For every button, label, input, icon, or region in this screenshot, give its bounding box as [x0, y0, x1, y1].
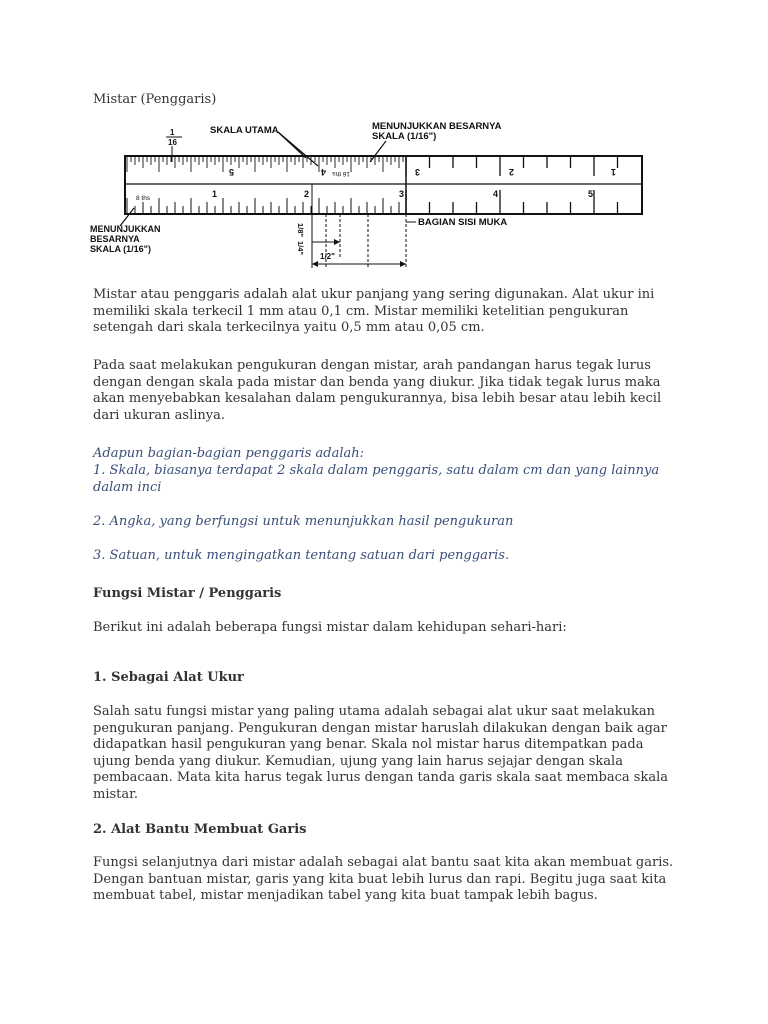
- heading-alat-ukur: 1. Sebagai Alat Ukur: [93, 670, 244, 685]
- inch-number-label: 1: [610, 167, 616, 177]
- label-left-3: SKALA (1/16"): [90, 244, 151, 254]
- dim-1-2: 1/2": [320, 252, 335, 261]
- cm-number-label: 1: [212, 189, 218, 199]
- paragraph-alat-bantu: Fungsi selanjutnya dari mistar adalah sebagai alat bantu saat kita akan membuat garis. Dengan bantuan mistar, garis yang kita buat lebih lurus dan rapi. Begitu juga saat kita membuat tabel, mistar menjadikan tabel yang kita buat tampak lebih bagus.: [93, 855, 674, 903]
- paragraph-intro: Mistar atau penggaris adalah alat ukur panjang yang sering digunakan. Alat ukur ini memiliki skala terkecil 1 mm atau 0,1 cm. Mistar memiliki ketelitian pengukuran setengah dari skala terkecilnya yaitu 0,5 mm atau 0,05 cm.: [93, 287, 655, 335]
- heading-alat-bantu: 2. Alat Bantu Membuat Garis: [93, 822, 307, 837]
- cm-number-label: 2: [304, 189, 310, 199]
- fraction-denominator: 16: [168, 138, 177, 147]
- parts-intro: Adapun bagian-bagian penggaris adalah:: [93, 446, 364, 461]
- small-label-16ths: 16 ths: [332, 170, 350, 177]
- label-left-2: BESARNYA: [90, 234, 140, 244]
- label-menunjukkan-top-2: SKALA (1/16"): [372, 131, 437, 142]
- paragraph-alat-ukur: Salah satu fungsi mistar yang paling utama adalah sebagai alat ukur saat melakukan pengukuran panjang. Pengukuran dengan mistar haruslah dilakukan dengan baik agar didapatkan hasil pengukuran yang benar. Skala nol mistar harus ditempatkan pada ujung benda yang diukur. Kemudian, ujung yang lain harus sejajar dengan skala pembacaan. Mata kita harus tegak lurus dengan tanda garis skala saat membaca skala mistar.: [93, 704, 669, 802]
- label-sisi-muka: BAGIAN SISI MUKA: [418, 217, 508, 228]
- cm-number-label: 4: [493, 189, 499, 199]
- fraction-numerator: 1: [170, 128, 175, 137]
- label-left-1: MENUNJUKKAN: [90, 224, 161, 234]
- inch-number-label: 4: [320, 167, 326, 177]
- label-menunjukkan-top-1: MENUNJUKKAN BESARNYA: [372, 121, 502, 132]
- dim-1-8: 1/8": [296, 223, 305, 237]
- paragraph-pandangan: Pada saat melakukan pengukuran dengan mistar, arah pandangan harus tegak lurus dengan dengan skala pada mistar dan benda yang diukur. Jika tidak tegak lurus maka akan menyebabkan kesalahan dalam pengukurannya, bisa lebih besar atau lebih kecil dari ukuran aslinya.: [93, 358, 662, 423]
- dim-1-4: 1/4": [296, 241, 305, 255]
- parts-item-3: 3. Satuan, untuk mengingatkan tentang satuan dari penggaris.: [93, 548, 510, 563]
- parts-item-1: 1. Skala, biasanya terdapat 2 skala dalam penggaris, satu dalam cm dan yang lainnya dalam inci: [93, 463, 660, 495]
- cm-number-label: 5: [588, 189, 594, 199]
- ruler-figure: [88, 118, 658, 276]
- small-label-8ths: 8 ths: [136, 195, 151, 202]
- cm-number-label: 3: [399, 189, 405, 199]
- heading-fungsi: Fungsi Mistar / Penggaris: [93, 586, 282, 601]
- parts-item-2: 2. Angka, yang berfungsi untuk menunjukkan hasil pengukuran: [93, 514, 514, 529]
- label-skala-utama: SKALA UTAMA: [210, 125, 279, 136]
- inch-number-label: 5: [228, 167, 234, 177]
- inch-number-label: 3: [414, 167, 420, 177]
- page-title: Mistar (Penggaris): [93, 92, 217, 107]
- paragraph-fungsi-intro: Berikut ini adalah beberapa fungsi mistar dalam kehidupan sehari-hari:: [93, 620, 567, 635]
- inch-number-label: 2: [508, 167, 514, 177]
